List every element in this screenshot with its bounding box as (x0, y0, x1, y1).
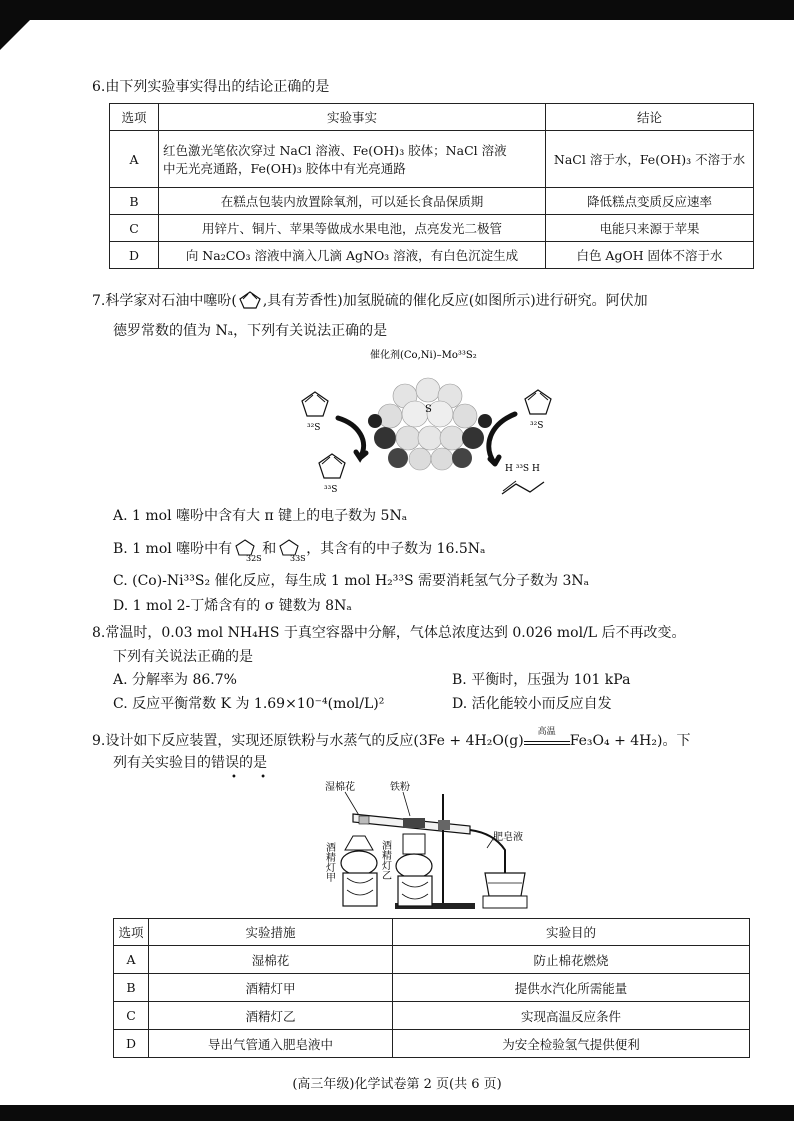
lamp-a (341, 836, 377, 906)
emphasis-dots: • • (231, 772, 276, 783)
left-thiophene-label: ³²S (307, 423, 321, 433)
q9-row-a-purpose: 防止棉花燃烧 (393, 946, 750, 974)
q9-row-b (114, 974, 750, 1002)
q6-row-c-conclusion: 电能只来源于苹果 (546, 215, 754, 242)
h2s-product-label: H ³³S H (505, 464, 540, 474)
q6-row-d-option: D (110, 242, 159, 269)
q6-row-a (110, 131, 754, 188)
q9-stem-line1 (92, 727, 691, 752)
q9-row-d-measure: 导出气管通入肥皂液中 (149, 1030, 393, 1058)
catalyst-label: 催化剂(Co,Ni)–Mo³³S₂ (370, 350, 477, 361)
lamp-b (396, 834, 432, 906)
q9-reaction-arrow (524, 727, 570, 745)
label-lamp-a: 酒精灯甲 (323, 842, 335, 882)
catalyst-center-s: S (425, 404, 432, 415)
q8-option-a: A. 分解率为 86.7% (113, 672, 237, 688)
thiophene-32s-icon (232, 537, 262, 561)
q6-header-conclusion: 结论 (546, 104, 754, 131)
right-thiophene-icon (525, 390, 551, 431)
q7-stem-line1 (92, 290, 648, 312)
q7-option-b (113, 537, 485, 561)
q7-option-d: D. 1 mol 2-丁烯含有的 σ 键数为 8Nₐ (113, 598, 352, 614)
q6-row-c-fact: 用锌片、铜片、苹果等做成水果电池，点亮发光二极管 (159, 215, 546, 242)
bottom-thiophene-icon (319, 454, 345, 495)
label-soap-solution: 肥皂液 (493, 832, 523, 843)
q9-row-c (114, 1002, 750, 1030)
catalyst-sphere-cluster (368, 378, 492, 470)
svg-text:32S: 32S (246, 554, 262, 563)
q7-option-b-pre: B. 1 mol 噻吩中有 (113, 541, 233, 557)
label-wet-cotton: 湿棉花 (325, 782, 355, 793)
q6-header-option: 选项 (110, 104, 159, 131)
q7-catalyst-figure (290, 346, 570, 501)
q6-header-fact: 实验事实 (159, 104, 546, 131)
thiophene-33s-icon (276, 537, 306, 561)
q9-row-d-purpose: 为安全检验氢气提供便利 (393, 1030, 750, 1058)
reaction-tube (353, 814, 470, 834)
q9-header-option: 选项 (114, 919, 149, 946)
q9-reaction-condition: 高温 (537, 727, 556, 737)
label-lamp-b: 酒精灯乙 (379, 840, 391, 880)
q8-option-c: C. 反应平衡常数 K 为 1.69×10⁻⁴(mol/L)² (113, 696, 385, 712)
q6-row-c (110, 215, 754, 242)
q7-stem-part1: 7.科学家对石油中噻吩( (92, 293, 237, 309)
q6-row-a-fact (159, 131, 546, 188)
q7-option-b-post: ，其含有的中子数为 16.5Nₐ (306, 541, 486, 557)
q9-row-a (114, 946, 750, 974)
q6-row-d-fact: 向 Na₂CO₃ 溶液中滴入几滴 AgNO₃ 溶液，有白色沉淀生成 (159, 242, 546, 269)
q9-header-row (114, 919, 750, 946)
soap-dish (483, 873, 527, 908)
q9-stem-part2: Fe₃O₄ + 4H₂)。下 (569, 733, 691, 749)
q8-stem-line1: 8.常温时，0.03 mol NH₄HS 于真空容器中分解，气体总浓度达到 0.026 mol/L 后不再改变。 (92, 625, 686, 641)
page-footer: (高三年级)化学试卷第 2 页(共 6 页) (292, 1077, 502, 1092)
scan-corner-shadow (0, 20, 30, 50)
q9-table (113, 918, 750, 1058)
label-iron-powder: 铁粉 (390, 782, 410, 793)
q9-row-c-option: C (114, 1002, 149, 1030)
q7-option-c: C. (Co)-Ni³³S₂ 催化反应，每生成 1 mol H₂³³S 需要消耗氢气分子数为 3Nₐ (113, 573, 590, 589)
q6-table (109, 103, 754, 269)
scan-top-border (0, 0, 794, 20)
q6-stem: 6.由下列实验事实得出的结论正确的是 (92, 79, 330, 95)
q6-row-d (110, 242, 754, 269)
q6-row-a-conclusion: NaCl 溶于水，Fe(OH)₃ 不溶于水 (546, 131, 754, 188)
q7-option-b-mid: 和 (262, 541, 277, 557)
svg-text:33S: 33S (290, 554, 306, 563)
q6-row-d-conclusion: 白色 AgOH 固体不溶于水 (546, 242, 754, 269)
q6-row-a-option: A (110, 131, 159, 188)
q9-row-a-measure: 湿棉花 (149, 946, 393, 974)
right-thiophene-label: ³²S (530, 421, 544, 431)
q6-row-b-fact: 在糕点包装内放置除氧剂，可以延长食品保质期 (159, 188, 546, 215)
q9-stem-line2: 列有关实验目的错误的是 (113, 755, 267, 771)
q6-row-b (110, 188, 754, 215)
q8-option-b: B. 平衡时，压强为 101 kPa (452, 672, 631, 688)
q6-row-b-conclusion: 降低糕点变质反应速率 (546, 188, 754, 215)
q6-row-c-option: C (110, 215, 159, 242)
q6-row-a-fact-line1: 红色激光笔依次穿过 NaCl 溶液、Fe(OH)₃ 胶体；NaCl 溶液 (163, 143, 507, 158)
q9-stem-part1: 9.设计如下反应装置，实现还原铁粉与水蒸气的反应(3Fe + 4H₂O(g) (92, 733, 524, 749)
butene-skeleton-icon (502, 482, 544, 494)
q9-row-c-purpose: 实现高温反应条件 (393, 1002, 750, 1030)
q7-stem-line2: 德罗常数的值为 Nₐ，下列有关说法正确的是 (113, 323, 388, 339)
right-arrow-icon (489, 414, 515, 464)
q9-header-purpose: 实验目的 (393, 919, 750, 946)
q9-row-d-option: D (114, 1030, 149, 1058)
q9-row-b-measure: 酒精灯甲 (149, 974, 393, 1002)
q6-row-a-fact-line2: 中无光亮通路，Fe(OH)₃ 胶体中有光亮通路 (163, 161, 406, 176)
q9-header-measure: 实验措施 (149, 919, 393, 946)
scan-bottom-border (0, 1105, 794, 1121)
q6-header-row (110, 104, 754, 131)
bottom-thiophene-label: ³³S (324, 485, 338, 495)
q8-option-d: D. 活化能较小而反应自发 (452, 696, 612, 712)
q9-row-b-option: B (114, 974, 149, 1002)
left-thiophene-icon (302, 392, 328, 433)
q7-option-a: A. 1 mol 噻吩中含有大 π 键上的电子数为 5Nₐ (113, 508, 408, 524)
q7-stem-part2: ,具有芳香性)加氢脱硫的催化反应(如图所示)进行研究。阿伏加 (262, 293, 648, 309)
left-arrow-icon (338, 418, 366, 458)
q6-row-b-option: B (110, 188, 159, 215)
q9-apparatus-figure (325, 778, 545, 913)
q9-row-c-measure: 酒精灯乙 (149, 1002, 393, 1030)
q9-row-a-option: A (114, 946, 149, 974)
q8-stem-line2: 下列有关说法正确的是 (113, 649, 253, 665)
thiophene-inline-icon (237, 290, 263, 310)
q9-row-b-purpose: 提供水汽化所需能量 (393, 974, 750, 1002)
q9-row-d (114, 1030, 750, 1058)
